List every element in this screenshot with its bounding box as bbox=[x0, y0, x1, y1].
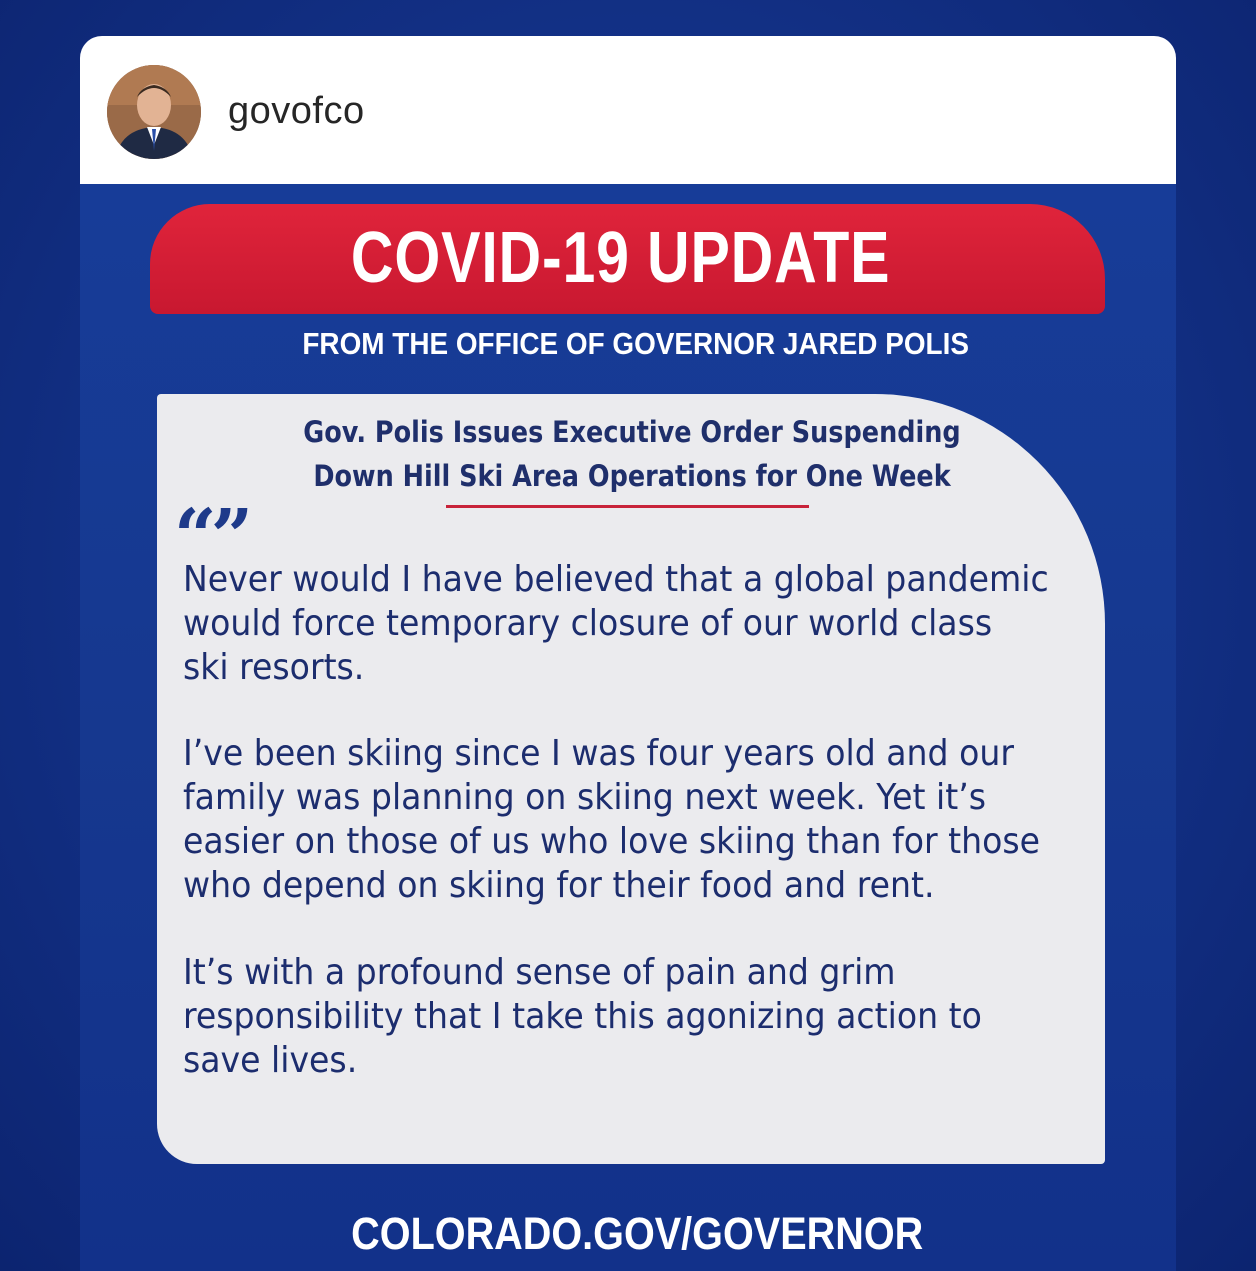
quote-paragraph-3 bbox=[183, 951, 1048, 1083]
quote-line: family was planning on skiing next week. Yet it’s bbox=[183, 777, 987, 818]
profile-avatar[interactable] bbox=[107, 65, 201, 159]
footer-url: COLORADO.GOV/GOVERNOR bbox=[351, 1208, 924, 1259]
avatar-portrait-icon bbox=[107, 65, 201, 159]
quote-line: It’s with a profound sense of pain and grim bbox=[183, 952, 896, 993]
quote-paragraph-2 bbox=[183, 732, 1048, 908]
card-heading-line-1: Gov. Polis Issues Executive Order Suspending bbox=[303, 415, 961, 449]
quote-marks-icon: “” bbox=[174, 494, 248, 580]
quote-line: would force temporary closure of our world class bbox=[183, 603, 993, 644]
quote-line: ski resorts. bbox=[183, 647, 365, 688]
heading-underline bbox=[446, 505, 809, 508]
card-heading-line-2: Down Hill Ski Area Operations for One Week bbox=[313, 459, 951, 493]
post-header bbox=[80, 36, 1176, 184]
quote-line: save lives. bbox=[183, 1040, 358, 1081]
subtitle: FROM THE OFFICE OF GOVERNOR JARED POLIS bbox=[302, 326, 969, 361]
quote-line: I’ve been skiing since I was four years old and our bbox=[183, 733, 1014, 774]
username-link[interactable]: govofco bbox=[228, 90, 365, 132]
quote-line: responsibility that I take this agonizing action to bbox=[183, 996, 982, 1037]
quote-paragraph-1 bbox=[183, 558, 1048, 690]
quote-line: easier on those of us who love skiing than for those bbox=[183, 821, 1041, 862]
card-heading bbox=[214, 410, 1050, 498]
quote-line: Never would I have believed that a global pandemic bbox=[183, 559, 1049, 600]
quote-line: who depend on skiing for their food and rent. bbox=[183, 865, 935, 906]
banner-title: COVID-19 UPDATE bbox=[350, 218, 891, 298]
